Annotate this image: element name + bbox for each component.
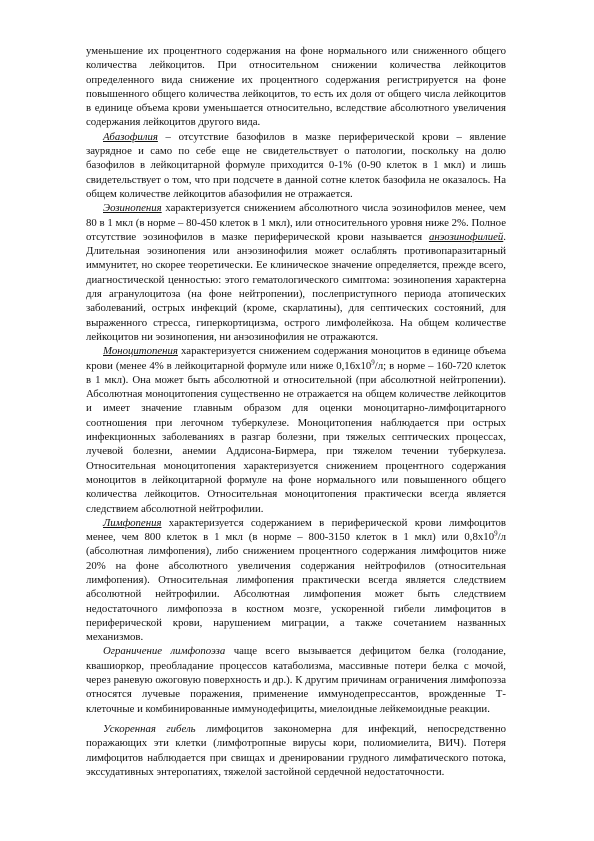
text-segment: уменьшение их процентного содержания на фоне нормального или сниженного общего количества лейкоцитов. При относительном снижении количества лейкоцитов определенного вида снижение их процентного содержания регистрируется на фоне повышенного общего количества лейкоцитов, то есть их доля от общего числа лейкоцитов в единице объема крови уменьшается относительно, вследствие абсолютного увеличения содержания лейкоцитов другого вида. [86,45,506,129]
superscript: 9 [494,529,498,538]
text-segment: /л; в норме – 160-720 клеток в 1 мкл). Она может быть абсолютной и относительной (при абсолютной нейтропении). Абсолютная моноцитопения существенно не отражается на общем количестве лейкоцитов и имеет значение главным образом для оценки моноцитарно-лимфоцитарного соотношения при легочном туберкулезе. Моноцитопения наблюдается при острых инфекционных заболеваниях в разгар болезни, при тяжелых септических процессах, лучевой болезни, анемии Аддисона-Бирмера, при тяжелом течении туберкулеза. Относительная моноцитопения характеризуется снижением процентного содержания моноцитов в лейкоцитарной формуле на фоне нормального или повышенного общего количества лейкоцитов. Относительная моноцитопения практически всегда является следствием абсолютной нейтрофилии. [86,359,506,515]
paragraph-eosinopenia [86,201,506,344]
italic-term: Ускоренная гибель [103,722,196,735]
paragraph-lymphopenia [86,516,506,645]
text-segment: чаще всего вызывается дефицитом белка (голодание, квашиоркор, преобладание процессов катаболизма, массивные потери белка с мочой, через раневую ожоговую поверхность и др.). К другим причинам ограничения лимфопоэза относятся лучевые поражения, применение иммунодепрессантов, врожденные Т-клеточные и комбинированные иммунодефициты, миелоидные лейкемоидные реакции. [86,645,506,715]
term-label: Эозинопения [103,202,162,215]
term-label: Абазофилия [103,130,158,143]
paragraph-accelerated-death [86,722,506,779]
term-label: анэозинофилией [428,230,504,243]
paragraph-monocytopenia [86,344,506,516]
italic-term: Ограничение лимфопоэза [103,645,226,658]
paragraph-intro [86,44,506,130]
text-segment: . Длительная эозинопения или анэозинофилия может ослаблять противопаразитарный иммунитет, но скорее теоретически. Ее клиническое значение определяется, прежде всего, диагностической ценностью: этого гематологического симптома: эозинопения характерна для агранулоцитоза (на фоне нейтропении), послеприступного периода атопических заболеваний, острых инфекций (кроме, скарлатины), для септических состояний, для выраженного стресса, гиперкортицизма, острого лимфолейкоза. На общем количестве лейкоцитов ни эозинопения, ни анэозинофилия не отражаются. [86,230,506,343]
superscript: 9 [371,357,375,366]
text-segment: характеризуется снижением абсолютного числа эозинофилов менее, чем 80 в 1 мкл (в норме – 80-450 клеток в 1 мкл), или относительного уровня ниже 2%. Полное отсутствие эозинофилов в мазке периферической крови называется [86,202,506,243]
paragraph-lymphopoiesis-restriction [86,644,506,715]
text-segment: /л (абсолютная лимфопения), либо снижением процентного содержания лимфоцитов ниже 20% на фоне абсолютного увеличения содержания нейтрофилов (относительная лимфопения). Относительная лимфопения практически всегда является следствием абсолютной нейтрофилии. Абсолютная лимфопения может быть следствием недостаточного лимфопоэза в костном мозге, ускоренной гибели лимфоцитов в периферической крови, нарушением миграции, а также сочетанием названных механизмов. [86,531,506,644]
paragraph-abasophilia [86,130,506,201]
text-segment: лимфоцитов закономерна для инфекций, непосредственно поражающих эти клетки (лимфотропные вирусы кори, полиомиелита, ВИЧ). Потеря лимфоцитов наблюдается при свищах и дренировании грудного лимфатического потока, экссудативных энтеропатиях, тяжелой застойной сердечной недостаточности. [86,722,506,778]
term-label: Лимфопения [103,516,162,529]
term-label: Моноцитопения [103,345,178,358]
text-segment: характеризуется снижением содержания моноцитов в единице объема крови (менее 4% в лейкоцитарной формуле или ниже 0,16х10 [86,345,506,372]
text-segment: характеризуется содержанием в периферической крови лимфоцитов менее, чем 800 клеток в 1 мкл (в норме – 800-3150 клеток в 1 мкл) или 0,8х10 [86,516,506,544]
text-segment: – отсутствие базофилов в мазке периферической крови – явление заурядное и само по себе еще не свидетельствует о патологии, поскольку на долю базофилов в лейкоцитарной формуле приходится 0-1% (0-90 клеток в 1 мкл) и лишь свидетельствует о том, что при подсчете в данной сотне клеток базофила не оказалось. На общем количестве лейкоцитов абазофилия не отражается. [86,130,506,200]
